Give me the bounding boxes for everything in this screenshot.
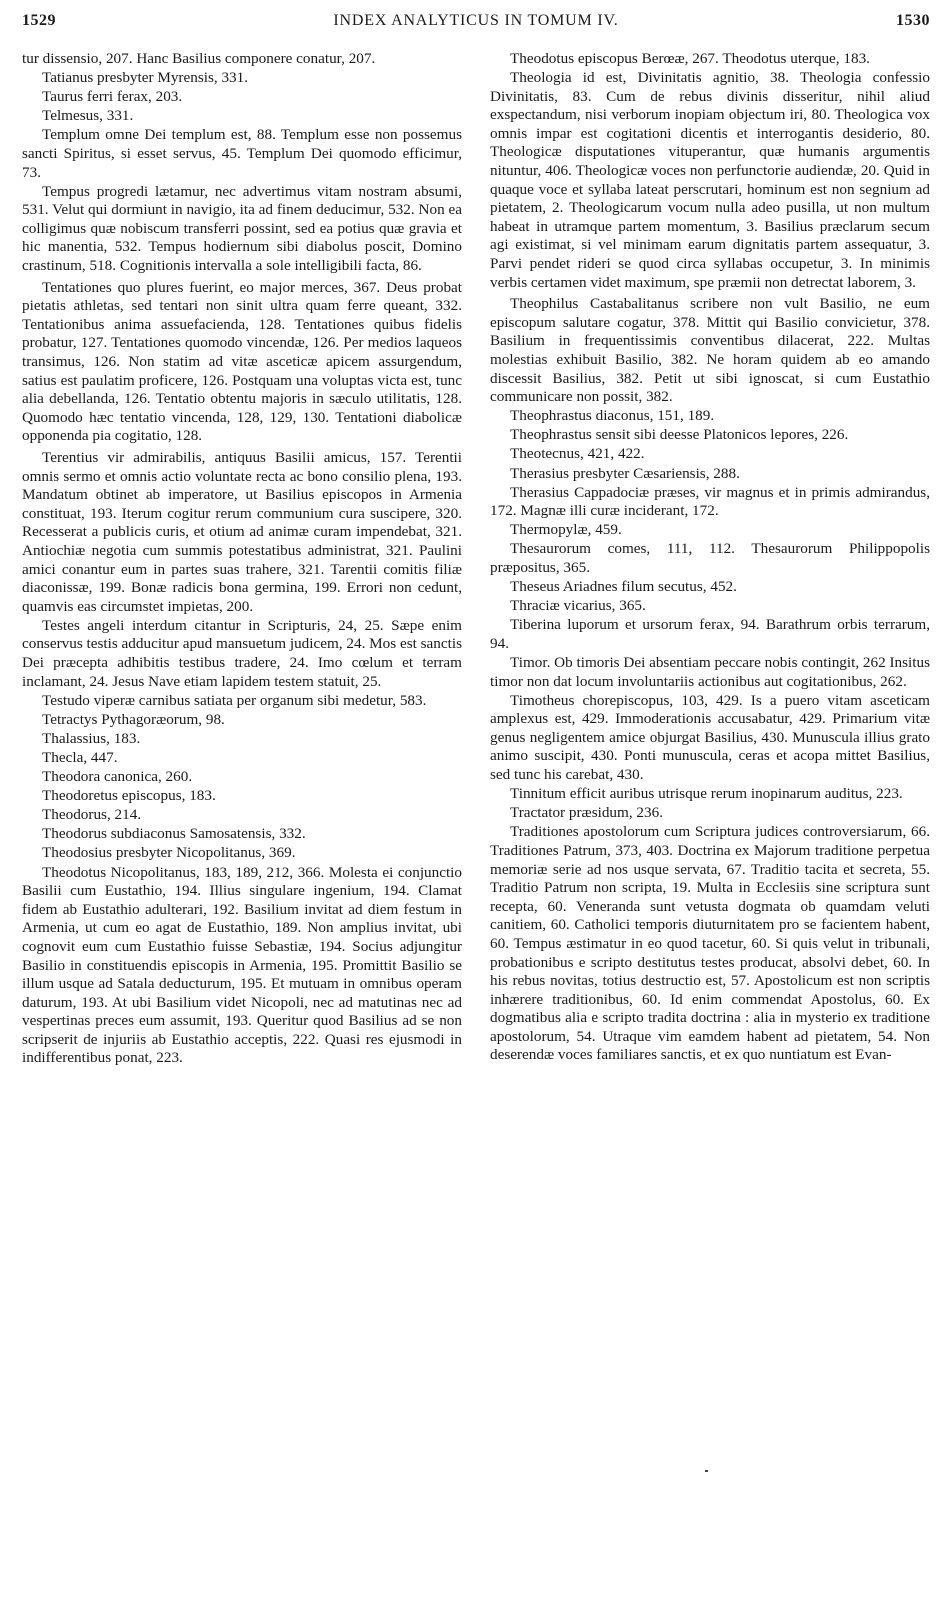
index-entry: Therasius Cappadociæ præses, vir magnus et in primis admirandus, 172. Magnæ illi curæ inciderant, 172. xyxy=(490,483,930,520)
index-entry: Tiberina luporum et ursorum ferax, 94. Barathrum orbis terrarum, 94. xyxy=(490,616,930,652)
index-entry: Timor. Ob timoris Dei absentiam peccare nobis contingit, 262 Insitus timor non dat locum involuntariis actionibus aut cogitationibus, 262. xyxy=(490,654,930,690)
index-entry: Theodorus, 214. xyxy=(42,806,142,824)
index-entry: Theodoretus episcopus, 183. xyxy=(42,787,216,805)
index-entry: Theophrastus diaconus, 151, 189. xyxy=(510,407,715,425)
index-entry: Theodotus episcopus Berœæ, 267. Theodotus uterque, 183. xyxy=(510,50,870,67)
index-entry: Theodora canonica, 260. xyxy=(42,768,193,786)
index-entry: Thraciæ vicarius, 365. xyxy=(510,597,646,615)
page-number-right: 1530 xyxy=(896,12,930,29)
index-entry: Testes angeli interdum citantur in Scripturis, 24, 25. Sæpe enim conservus testis adducitur apud mansuetum judicem, 24. Mos est sanctis Dei præcepta adhibitis testibus tradere, 24. Imo cœlum et terram inclamant, 24. Jesus Nave etiam lapidem testem statuit, 25. xyxy=(22,616,462,690)
index-entry: Therasius presbyter Cæsariensis, 288. xyxy=(510,464,740,482)
page-title: INDEX ANALYTICUS IN TOMUM IV. xyxy=(333,12,619,29)
index-entry: Tetractys Pythagoræorum, 98. xyxy=(42,710,225,728)
index-entry: Testudo viperæ carnibus satiata per organum sibi medetur, 583. xyxy=(42,691,427,709)
index-entry: Telmesus, 331. xyxy=(42,107,134,125)
index-entry: Tinnitum efficit auribus utrisque rerum inopinarum auditus, 223. xyxy=(510,785,903,803)
index-entry: Theseus Ariadnes filum secutus, 452. xyxy=(510,578,737,596)
right-column xyxy=(490,50,930,1066)
index-entry: Tentationes quo plures fuerint, eo major merces, 367. Deus probat pietatis athletas, sed tentari non sinit ultra quam ferre queant, 332. Tentationibus anima assuefacienda, 128. Tentationes quibus fidelis probatur, 127. Tentationes quomodo vincendæ, 126. Per medios laqueos transimus, 126. Non statim ad vitæ asceticæ apicem assurgendum, satius est paulatim proficere, 126. Postquam una voluptas victa est, tunc alia debellanda, 126. Tentatio obtentu majoris in sæculo utilitatis, 128. Quomodo hæc tentatio vincenda, 128, 129, 130. Tentationi diabolicæ opponenda pia cogitatio, 128. xyxy=(22,278,462,445)
running-head xyxy=(22,8,930,38)
index-entry: Theodorus subdiaconus Samosatensis, 332. xyxy=(42,825,306,843)
index-entry: Tractator præsidum, 236. xyxy=(510,804,663,822)
index-entry: Timotheus chorepiscopus, 103, 429. Is a puero vitam asceticam amplexus est, 429. Immoderationis accusabatur, 429. Primarium vitæ genus negligentem amice objurgat Basilius, 430. Munusculа illius grato animo suscipit, 430. Ponti munuscula, ceras et acopa mittet Basilius, sed tunc his carebat, 430. xyxy=(490,691,930,784)
index-entry: Theophilus Castabalitanus scribere non vult Basilio, ne eum episcopum salutare cogatur, 378. Mittit qui Basilio convicietur, 378. Basilium in frequentissimis conventibus dilacerat, 222. Multas molestias exhibuit Basilio, 382. Ne horam quidem ab eo amando discessit Basilius, 382. Petit ut sibi ignoscat, si cum Eustathio communicare non possit, 382. xyxy=(490,295,930,406)
index-entry: Theodotus Nicopolitanus, 183, 189, 212, 366. Molesta ei conjunctio Basilii cum Eustathio, 194. Illius singulare ingenium, 194. Clamat fidem ab Eustathio adulterari, 192. Basilium invitat ad diem festum in Armenia, ut cum eo agat de Eustathio, 189. Non amplius invitat, ubi cognovit eum cum Eustathio fuisse Sebastiæ, 194. Socius adjungitur Basilio in constituendis episcopis in Armenia, 195. Promittit Basilio se illum usque ad Satala deducturum, 195. Et mutuam in omnibus operam daturum, 193. At ubi Basilium videt Nicopoli, nec ad matutinas nec ad vespertinas preces eum assumit, 193. Queritur quod Basilius ad se non scripserit de injuriis ab Eustathio acceptis, 222. Quasi res ejusmodi in indifferentibus ponat, 223. xyxy=(22,863,462,1067)
index-entry: Theophrastus sensit sibi deesse Platonicos lepores, 226. xyxy=(510,426,849,444)
index-entry: Tempus progredi lætamur, nec advertimus vitam nostram absumi, 531. Velut qui dormiunt in navigio, ita ad finem deducimur, 532. Non ea colligimus quæ nobiscum transferri possint, sed ea potius quæ gravia et hic manentia, 532. Tempus hodiernum sibi diabolus poscit, Domino crastinum, 518. Cognitionis intervalla a sole intelligibili facta, 86. xyxy=(22,182,462,275)
index-entry: Thermopylæ, 459. xyxy=(510,521,622,539)
page-number-left: 1529 xyxy=(22,12,56,29)
index-entry: Theologia id est, Divinitatis agnitio, 38. Theologia confessio Divinitatis, 83. Cum de rebus divinis disseritur, nihil aliud exspectandum, nisi verborum inopiam objectum iri, 80. Theologica vox omnis impar est cogitationi dicentis et interrogantis desiderio, 80. Theologicæ disputationes vituperantur, quæ humanis argumentis nituntur, 406. Theologicæ voces non perfunctorie audiendæ, 20. Quid in quaque voce et syllaba lateat perscrutari, hominum est non segnium ad pietatem, 2. Theologicarum vocum nulla adeo pusilla, ut non multum habeat in utramque partem momentum, 3. Basilius præclarum secum agi existimat, si vel minimam earum dignitatis partem assequatur, 3. Parvi pendet rideri se quod circa syllabas occupetur, 3. In minimis verbis certamen videt maximum, spe præmii non detrectat laborem, 3. xyxy=(490,69,930,291)
index-entry: Theotecnus, 421, 422. xyxy=(510,445,645,463)
index-entry: Taurus ferri ferax, 203. xyxy=(42,88,183,106)
index-entry: Tatianus presbyter Myrensis, 331. xyxy=(42,69,249,87)
index-entry: tur dissensio, 207. Hanc Basilius componere conatur, 207. xyxy=(22,50,376,67)
index-entry: Terentius vir admirabilis, antiquus Basilii amicus, 157. Terentii omnis sermo et omnis actio voluntate recta ac bono consilio plena, 193. Mandatum obtinet ab imperatore, ut Basilius episcopos in Armenia constituat, 193. Iterum cogitur rerum communium cura suscipere, 320. Recesserat a publicis curis, et otium ad animæ curam impendebat, 321. Antiochiæ negotia cum summis potestatibus administrat, 321. Paulini amici conantur eum in partes suas trahere, 321. Tarentii comitis filiæ diaconissæ, 199. Bonæ radicis bona germina, 199. Errori non cedunt, quamvis eas circumstet impietas, 200. xyxy=(22,448,462,615)
index-entry: Thesaurorum comes, 111, 112. Thesaurorum Philippopolis præpositus, 365. xyxy=(490,540,930,577)
index-entry: Templum omne Dei templum est, 88. Templum esse non possemus sancti Spiritus, si esset servus, 45. Templum Dei quomodo efficimur, 73. xyxy=(22,126,462,181)
left-column xyxy=(22,50,462,1069)
index-entry: Traditiones apostolorum cum Scriptura judices controversiarum, 66. Traditiones Patrum, 373, 403. Doctrina ex Majorum traditione perpetua memoriæ serie ad nos usque servata, 67. Traditio tacita et secreta, 55. Traditio Patrum non scripta, 19. Multa in Ecclesiis sine scriptura sunt recepta, 60. Veneranda sunt vetusta dogmata ob quamdam veluti canitiem, 60. Catholici temporis diuturnitatem pro se facientem habent, 60. Tempus æstimatur in eo quod tacetur, 60. Si quis velut in tribunali, probationibus e scripto destitutus testes producat, absolvi debet, 60. In his rebus novitas, totius destructio est, 57. Apostolicum est non scriptis inhærere traditionibus, 60. Id enim commendat Apostolus, 60. Ex dogmatibus alia e scripto tradita doctrina : alia in mysterio ex traditione apostolorum, 54. Utraque vim eamdem habent ad pietatem, 54. Non deserendæ voces familiares sanctis, et ex quo nuntiatum est Evan- xyxy=(490,823,930,1064)
index-entry: Theodosius presbyter Nicopolitanus, 369. xyxy=(42,844,296,862)
printing-speck xyxy=(705,1470,708,1472)
index-entry: Thecla, 447. xyxy=(42,748,118,766)
index-entry: Thalassius, 183. xyxy=(42,729,141,747)
